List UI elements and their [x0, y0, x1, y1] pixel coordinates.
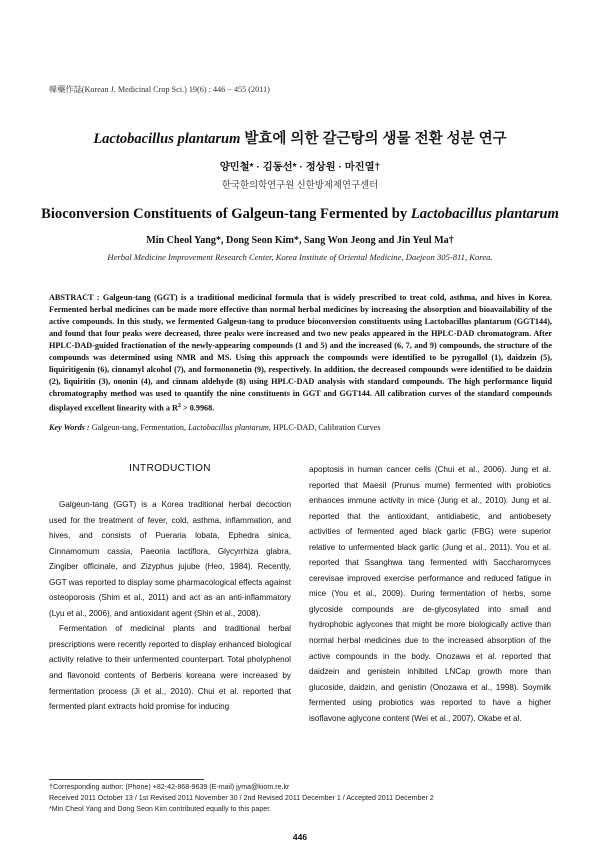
keywords-text-a: Galgeun-tang, Fermentation, [89, 423, 189, 432]
korean-title [0, 127, 600, 148]
paragraph: apoptosis in human cancer cells (Chui et al., 2006). Jung et al. reported that Maesil (Prunus mume) fermented with probiotics enhances immune activity in mice (Jung et al., 2010). Jung et al. reported that the antioxidant, antidiabetic, and antiobesety activities of fermented aged black garlic (FBG) were superior relative to unfermented black garlic (Jung et al., 2011). You et al. reported that Ssanghwa tang fermented with Saccharomyces cerevisae improved exercise performance and reduced fatigue in mice (You et al., 2009). During fermentation of herbs, some glycoside compounds are de-glycosylated into small and hydrophobic aglycones that might be more biologically active than normal herbal medicines due to the increased absorption of the active compounds in the body. Onozawa et al. reported that daidzein and genistein inhibited LNCap growth more than glucoside, daidzin, and genistin (Onozawa et al., 1998). Soymilk fermented using probiotics was reported to have a higher isoflavone aglycone content (Wei et al., 2007). Okabe et al. [309, 465, 551, 723]
korean-title-text: 발효에 의한 갈근탕의 생물 전환 성분 연구 [240, 131, 507, 147]
abstract-tail: > 0.9968. [180, 404, 215, 414]
keywords [49, 423, 552, 432]
english-title-species: Lactobacillus plantarum [410, 206, 559, 222]
korean-affiliation: 한국한의학연구원 신한방제제연구센터 [221, 181, 379, 191]
paragraph: Galgeun-tang (GGT) is a Korea traditional herbal decoction used for the treatment of fever, cold, asthma, inflammation, and hives, and consists of Pueraria lobata, Ephedra sinica, Cinnamomum cassia, Paeonia lactiflora, Glycyrrhiza glabra, Zingiber officinale, and Zizyphus jujube (Heo, 1984). Recently, GGT was reported to display some pharmacological effects against osteoporosis (Shim et al., 2011) and act as an anti-inflammatory (Lyu et al., 2006), and antioxidant agent (Shin et al., 2008). [49, 500, 291, 618]
abstract [49, 292, 552, 415]
footnotes [49, 782, 552, 815]
section-heading-introduction: INTRODUCTION [129, 463, 211, 474]
paragraph: Fermentation of medicinal plants and traditional herbal prescriptions were recently reported to display enhanced biological activity relative to their unfermented counterpart. Total pholyphenol and flavonoid contents of Berberis koreana were increased by fermentation process (Ji et al., 2010). Chui et al. reported that fermented plant extracts hold promise for inducing [49, 624, 291, 712]
footnote-corresponding-author: †Corresponding author: (Phone) +82-42-868-9639 (E-mail) jyma@kiom.re.kr [49, 783, 290, 791]
english-affiliation: Herbal Medicine Improvement Research Center, Korea Institute of Oriental Medicine, Daejeon 305-811, Korea. [107, 252, 493, 262]
english-title-text: Bioconversion Constituents of Galgeun-tang Fermented by [41, 206, 411, 222]
left-column [49, 461, 291, 715]
keywords-label: Key Words : [49, 423, 90, 432]
footnote-divider [49, 779, 204, 780]
english-authors: Min Cheol Yang*, Dong Seon Kim*, Sang Won Jeong and Jin Yeul Ma† [146, 235, 454, 246]
abstract-text: Galgeun-tang (GGT) is a traditional medicinal formula that is widely prescribed to treat cold, asthma, and hives in Korea. Fermented herbal medicines can be made more effective than normal herbal medicines by increasing the absorption and bioavailability of the active compounds. In this study, we fermented Galgeun-tang to produce bioconversion constituents using Lactobacillus plantarum (GGT144), and found that four peaks were decreased, three peaks were increased and two new peaks appeared in the HPLC-DAD chromatogram. After HPLC-DAD-guided fractionation of the newly-appearing compounds (1 and 5) and the increased (6, 7, and 9) compounds, the structure of the compounds was determined using NMR and MS. Using this approach the compounds were identified to be pyrogallol (1), daidzein (5), liquiritigenin (6), cinnamyl alcohol (7), and formononetin (9), respectively. In addition, the decreased compounds were identified to be daidzin (2), liquiritin (3), ononin (4), and cinnam aldehyde (8) using HPLC-DAD analysis with standard compounds. The high performance liquid chromatography method was used to quantify the nine constituents in GGT and GGT144. All calibration curves of the standard compounds displayed excellent linearity with a R [49, 293, 553, 414]
footnote-equal-contribution: *Min Cheol Yang and Dong Seon Kim contributed equally to this paper. [49, 805, 272, 813]
keywords-species: Lactobacillus plantarum [188, 423, 269, 432]
journal-citation-header: 韓藥作誌(Korean J. Medicinal Crop Sci.) 19(6) : 446 − 455 (2011) [49, 85, 270, 94]
page-number: 446 [292, 832, 308, 842]
abstract-label: ABSTRACT : [49, 293, 100, 302]
keywords-text-b: , HPLC-DAD, Calibration Curves [268, 423, 381, 432]
abstract-superscript: 2 [177, 403, 181, 410]
english-title [0, 206, 600, 223]
korean-title-species: Lactobacillus plantarum [93, 131, 241, 147]
right-column [309, 462, 551, 726]
korean-authors: 양민철* · 김동선* · 정상원 · 마진열† [219, 162, 381, 173]
footnote-received-dates: Received 2011 October 13 / 1st Revised 2011 November 30 / 2nd Revised 2011 December 1 / Accepted 2011 December 2 [49, 794, 434, 802]
